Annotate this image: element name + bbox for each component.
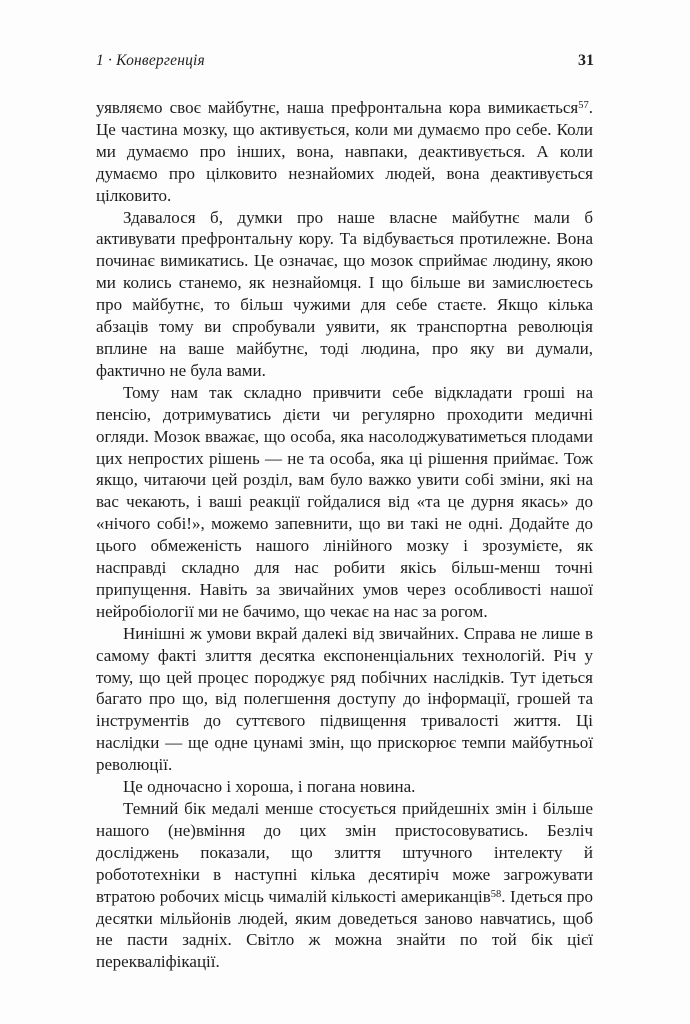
paragraph-3: Тому нам так складно привчити себе відкладати гроші на пенсію, дотримуватись дієти чи регулярно проходити медичні огляди. Мозок вважає, що особа, яка насолоджуватиметься плодами цих непростих рішень — не та особа, яка ці рішення приймає. Тож якщо, читаючи цей розділ, вам було важко увити собі зміни, які на вас чекають, і ваші реакції гойдалися від «та це дурня якась» до «нічого собі!», можемо запевнити, що ви такі не одні. Додайте до цього обмеженість нашого лінійного мозку і зрозумієте, як насправді складно для нас робити якісь більш-менш точні припущення. Навіть за звичайних умов через особливості нашої нейробіології ми не бачимо, що чекає на нас за рогом. (96, 382, 593, 621)
paragraph-5: Це одночасно і хороша, і погана новина. (123, 777, 416, 797)
paragraph-6-text: Темний бік медалі менше стосується прийдешніх змін і більше нашого (не)вміння до цих змін пристосовуватись. Безліч досліджень показали, що злиття штучного інтелекту й робототехніки в наступні кілька десятиріч може загрожувати втратою робочих місць чималій кількості американців (96, 799, 593, 906)
paragraph-1-text-after-ref: . Це частина мозку, що активується, коли ми думаємо про себе. Коли ми думаємо про інших, вона, навпаки, деактивується. А коли думаємо про цілковито незнайомих людей, вона деактивується цілковито. (96, 98, 593, 205)
footnote-ref-58: 58 (490, 888, 502, 900)
chapter-running-title: 1 · Конвергенція (96, 52, 205, 69)
paragraph-1 (96, 97, 593, 207)
paragraph-1-text: уявляємо своє майбутнє, наша префронтальна кора вимикається (96, 98, 579, 117)
footnote-ref-57: 57 (578, 100, 589, 112)
page-number: 31 (578, 52, 594, 69)
paragraph-4: Нинішні ж умови вкрай далекі від звичайних. Справа не лише в самому факті злиття десятка експоненціальних технологій. Річ у тому, що цей процес породжує ряд побічних наслідків. Тут ідеться багато про що, від полегшення доступу до інформації, грошей та інструментів до суттєвого підвищення тривалості життя. Ці наслідки — ще одне цунамі змін, що прискорює темпи майбутньої революції. (96, 623, 593, 775)
body-text-block (96, 97, 593, 973)
running-header (96, 52, 594, 70)
paragraph-2: Здавалося б, думки про наше власне майбутнє мали б активувати префронтальну кору. Та відбувається протилежне. Вона починає вимикатись. Це означає, що мозок сприймає людину, якою ми колись станемо, як незнайомця. І що більше ви замислюєтесь про майбутнє, то більш чужими для себе стаєте. Якщо кілька абзаців тому ви спробували уявити, як транспортна революція вплине на ваше майбутнє, тоді людина, про яку ви думали, фактично не була вами. (96, 207, 593, 380)
paragraph-6-text-after-ref: . Ідеться про десятки мільйонів людей, яким доведеться заново навчатись, щоб не пасти задніх. Світло ж можна знайти по той бік цієї перекваліфікації. (96, 886, 593, 972)
paragraph-6 (96, 798, 593, 973)
